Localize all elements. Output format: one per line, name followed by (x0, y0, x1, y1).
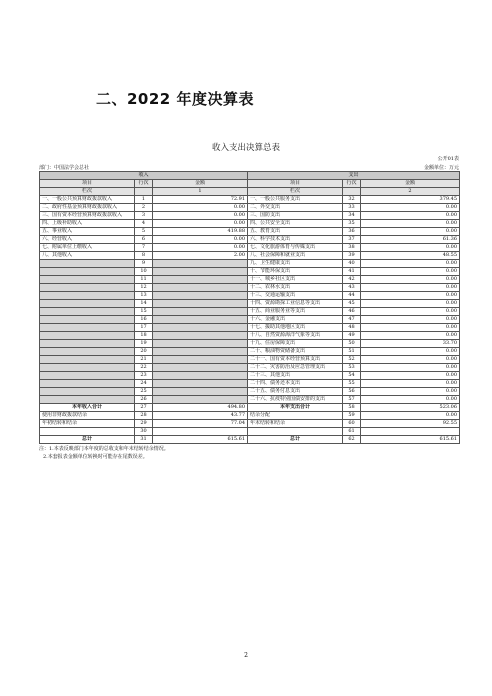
expense-line-no: 34 (343, 212, 361, 220)
income-line-no: 19 (135, 340, 153, 348)
expense-line-no: 53 (343, 364, 361, 372)
table-row (40, 380, 460, 388)
expense-item-label: 十九、住房保障支出 (248, 340, 343, 348)
income-line-no: 26 (135, 396, 153, 404)
expense-line-no: 47 (343, 316, 361, 324)
summary-left-amount: 43.77 (153, 412, 248, 420)
table-row (40, 396, 460, 404)
table-row (40, 196, 460, 204)
income-item-blank (40, 340, 135, 348)
expense-amount: 0.00 (361, 372, 460, 380)
income-line-no: 2 (135, 204, 153, 212)
income-amount: 0.00 (153, 212, 248, 220)
lanci-col2: 2 (361, 188, 460, 196)
table-row (40, 260, 460, 268)
col-header-amount: 金额 (361, 180, 460, 188)
expense-amount: 0.00 (361, 284, 460, 292)
table-row (40, 252, 460, 260)
income-item-blank (40, 292, 135, 300)
income-item-blank (40, 284, 135, 292)
expense-item-label: 二十五、债务付息支出 (248, 388, 343, 396)
income-item-blank (40, 268, 135, 276)
table-row (40, 284, 460, 292)
expense-item-label: 六、科学技术支出 (248, 236, 343, 244)
income-amount-blank (153, 284, 248, 292)
summary-left-amount: 494.80 (153, 404, 248, 412)
expense-line-no: 43 (343, 284, 361, 292)
notes (39, 446, 169, 461)
income-item-blank (40, 332, 135, 340)
expense-line-no: 55 (343, 380, 361, 388)
expense-item-label: 五、教育支出 (248, 228, 343, 236)
income-item-blank (40, 356, 135, 364)
income-line-no: 3 (135, 212, 153, 220)
income-amount: 72.91 (153, 196, 248, 204)
table-row (40, 332, 460, 340)
summary-right-amount: 523.06 (361, 404, 460, 412)
expense-amount: 0.00 (361, 356, 460, 364)
lanci-blank (135, 188, 153, 196)
income-amount: 419.88 (153, 228, 248, 236)
expense-amount: 0.00 (361, 276, 460, 284)
income-line-no: 8 (135, 252, 153, 260)
table-row (40, 364, 460, 372)
expense-item-label: 十、节能环保支出 (248, 268, 343, 276)
table-row (40, 220, 460, 228)
income-amount-blank (153, 260, 248, 268)
expense-amount: 0.00 (361, 332, 460, 340)
summary-left-label (40, 428, 135, 436)
summary-row (40, 420, 460, 428)
summary-right-label: 总计 (248, 436, 343, 444)
income-amount-blank (153, 348, 248, 356)
income-amount: 0.00 (153, 236, 248, 244)
expense-item-label: 三、国防支出 (248, 212, 343, 220)
table-row (40, 316, 460, 324)
expense-item-label: 二十一、国有资本经营预算支出 (248, 356, 343, 364)
expense-item-label: 十五、商业服务业等支出 (248, 308, 343, 316)
col-header-line: 行次 (135, 180, 153, 188)
expense-line-no: 48 (343, 324, 361, 332)
income-line-no: 21 (135, 356, 153, 364)
expense-line-no: 33 (343, 204, 361, 212)
table-row (40, 388, 460, 396)
expense-amount: 0.00 (361, 260, 460, 268)
income-line-no: 12 (135, 284, 153, 292)
expense-line-no: 42 (343, 276, 361, 284)
income-item-label: 七、附属单位上缴收入 (40, 244, 135, 252)
column-header-row (40, 180, 460, 188)
expense-item-label: 二、外交支出 (248, 204, 343, 212)
income-item-label: 二、政府性基金预算财政拨款收入 (40, 204, 135, 212)
summary-left-label: 本年收入合计 (40, 404, 135, 412)
summary-right-label: 年末结转和结余 (248, 420, 343, 428)
summary-row (40, 412, 460, 420)
summary-left-amount: 77.04 (153, 420, 248, 428)
table-row (40, 372, 460, 380)
col-header-item: 项目 (40, 180, 135, 188)
expense-line-no: 44 (343, 292, 361, 300)
income-amount-blank (153, 324, 248, 332)
income-line-no: 5 (135, 228, 153, 236)
income-item-label: 五、事业收入 (40, 228, 135, 236)
expense-amount: 0.00 (361, 316, 460, 324)
expense-line-no: 52 (343, 356, 361, 364)
expense-line-no: 39 (343, 252, 361, 260)
expense-line-no: 41 (343, 268, 361, 276)
income-item-blank (40, 364, 135, 372)
expense-line-no: 35 (343, 220, 361, 228)
summary-left-line: 31 (135, 436, 153, 444)
income-item-label: 一、一般公共预算财政拨款收入 (40, 196, 135, 204)
expense-item-label: 二十二、灾害防治及应急管理支出 (248, 364, 343, 372)
expense-amount: 0.00 (361, 388, 460, 396)
summary-right-amount: 0.00 (361, 412, 460, 420)
expense-item-label: 四、公共安全支出 (248, 220, 343, 228)
summary-left-amount: 615.61 (153, 436, 248, 444)
income-line-no: 15 (135, 308, 153, 316)
expense-line-no: 54 (343, 372, 361, 380)
income-amount: 2.00 (153, 252, 248, 260)
income-line-no: 18 (135, 332, 153, 340)
summary-left-line: 29 (135, 420, 153, 428)
income-amount-blank (153, 396, 248, 404)
page-title: 二、2022 年度决算表 (96, 90, 254, 108)
expense-item-label: 十二、农林水支出 (248, 284, 343, 292)
income-line-no: 17 (135, 324, 153, 332)
summary-right-line: 62 (343, 436, 361, 444)
income-item-blank (40, 324, 135, 332)
income-item-blank (40, 300, 135, 308)
lanci-label: 栏次 (40, 188, 135, 196)
summary-right-line: 61 (343, 428, 361, 436)
col-header-amount: 金额 (153, 180, 248, 188)
lanci-blank (343, 188, 361, 196)
summary-row (40, 436, 460, 444)
summary-left-amount (153, 428, 248, 436)
expense-item-label: 十八、自然资源海洋气象等支出 (248, 332, 343, 340)
income-item-blank (40, 396, 135, 404)
expense-amount: 0.00 (361, 220, 460, 228)
summary-right-amount: 92.55 (361, 420, 460, 428)
table-row (40, 340, 460, 348)
expense-item-label: 十三、交通运输支出 (248, 292, 343, 300)
table-row (40, 324, 460, 332)
income-line-no: 16 (135, 316, 153, 324)
budget-table (39, 171, 460, 444)
table-row (40, 348, 460, 356)
income-line-no: 6 (135, 236, 153, 244)
table-title: 收入支出决算总表 (211, 143, 280, 153)
summary-right-label: 结余分配 (248, 412, 343, 420)
income-item-blank (40, 380, 135, 388)
expense-item-label: 一、一般公共服务支出 (248, 196, 343, 204)
income-line-no: 11 (135, 276, 153, 284)
summary-right-amount (361, 428, 460, 436)
summary-right-label (248, 428, 343, 436)
income-amount: 0.00 (153, 220, 248, 228)
expense-line-no: 36 (343, 228, 361, 236)
income-amount: 0.00 (153, 204, 248, 212)
dept-label: 部门：中国法学会总社 (39, 165, 90, 171)
income-amount-blank (153, 276, 248, 284)
expense-amount: 0.00 (361, 228, 460, 236)
expense-line-no: 46 (343, 308, 361, 316)
table-row (40, 308, 460, 316)
income-item-blank (40, 388, 135, 396)
summary-right-line: 58 (343, 404, 361, 412)
expense-amount: 0.00 (361, 396, 460, 404)
table-row (40, 204, 460, 212)
summary-left-line: 28 (135, 412, 153, 420)
expense-item-label: 八、社会保障和就业支出 (248, 252, 343, 260)
income-item-label: 八、其他收入 (40, 252, 135, 260)
income-line-no: 25 (135, 388, 153, 396)
income-line-no: 22 (135, 364, 153, 372)
income-amount-blank (153, 388, 248, 396)
form-code: 公开01表 (437, 156, 459, 162)
income-amount: 0.00 (153, 244, 248, 252)
table-row (40, 212, 460, 220)
expense-line-no: 32 (343, 196, 361, 204)
income-line-no: 9 (135, 260, 153, 268)
expense-item-label: 十四、资源勘探工业信息等支出 (248, 300, 343, 308)
income-line-no: 14 (135, 300, 153, 308)
lanci-row (40, 188, 460, 196)
income-amount-blank (153, 300, 248, 308)
note-1: 注：1.本表反映部门本年度的总收支和年末结转结余情况。 (39, 446, 169, 452)
expense-amount: 0.00 (361, 348, 460, 356)
expense-line-no: 37 (343, 236, 361, 244)
income-amount-blank (153, 316, 248, 324)
expense-amount: 0.00 (361, 324, 460, 332)
expense-line-no: 38 (343, 244, 361, 252)
section-header-row (40, 172, 460, 180)
summary-right-amount: 615.61 (361, 436, 460, 444)
table-row (40, 300, 460, 308)
expense-amount: 33.70 (361, 340, 460, 348)
income-section-header: 收入 (40, 172, 248, 180)
expense-item-label: 二十、粮油物资储备支出 (248, 348, 343, 356)
expense-amount: 0.00 (361, 292, 460, 300)
expense-amount: 61.36 (361, 236, 460, 244)
income-line-no: 20 (135, 348, 153, 356)
income-amount-blank (153, 332, 248, 340)
income-line-no: 10 (135, 268, 153, 276)
income-line-no: 24 (135, 380, 153, 388)
table-meta (39, 164, 459, 171)
summary-row (40, 404, 460, 412)
income-item-blank (40, 372, 135, 380)
expense-line-no: 57 (343, 396, 361, 404)
expense-amount: 0.00 (361, 380, 460, 388)
income-item-blank (40, 348, 135, 356)
expense-line-no: 49 (343, 332, 361, 340)
income-amount-blank (153, 380, 248, 388)
income-amount-blank (153, 340, 248, 348)
expense-amount: 0.00 (361, 308, 460, 316)
table-row (40, 244, 460, 252)
table-row (40, 268, 460, 276)
expense-item-label: 七、文化旅游体育与传媒支出 (248, 244, 343, 252)
col-header-item: 项目 (248, 180, 343, 188)
income-amount-blank (153, 356, 248, 364)
income-amount-blank (153, 308, 248, 316)
expense-line-no: 50 (343, 340, 361, 348)
income-amount-blank (153, 372, 248, 380)
expense-item-label: 十一、城乡社区支出 (248, 276, 343, 284)
summary-left-label: 使用非财政拨款结余 (40, 412, 135, 420)
income-item-label: 四、上级补助收入 (40, 220, 135, 228)
table-row (40, 356, 460, 364)
expense-amount: 0.00 (361, 204, 460, 212)
income-line-no: 23 (135, 372, 153, 380)
expense-item-label: 二十六、抗疫特别国债安排的支出 (248, 396, 343, 404)
unit-label: 金额单位：万元 (423, 165, 459, 171)
income-item-label: 三、国有资本经营预算财政拨款收入 (40, 212, 135, 220)
income-item-blank (40, 316, 135, 324)
income-line-no: 4 (135, 220, 153, 228)
income-amount-blank (153, 292, 248, 300)
income-item-label: 六、经营收入 (40, 236, 135, 244)
col-header-line: 行次 (343, 180, 361, 188)
expense-amount: 0.00 (361, 364, 460, 372)
table-row (40, 228, 460, 236)
expense-item-label: 二十四、债务还本支出 (248, 380, 343, 388)
income-line-no: 13 (135, 292, 153, 300)
summary-right-line: 59 (343, 412, 361, 420)
expense-amount: 0.00 (361, 300, 460, 308)
summary-right-label: 本年支出合计 (248, 404, 343, 412)
income-item-blank (40, 308, 135, 316)
expense-item-label: 十六、金融支出 (248, 316, 343, 324)
expense-line-no: 40 (343, 260, 361, 268)
expense-line-no: 51 (343, 348, 361, 356)
expense-line-no: 45 (343, 300, 361, 308)
expense-amount: 0.00 (361, 244, 460, 252)
expense-amount: 48.55 (361, 252, 460, 260)
expense-item-label: 九、卫生健康支出 (248, 260, 343, 268)
income-line-no: 1 (135, 196, 153, 204)
table-row (40, 276, 460, 284)
note-2: 2.本套报表金额单位转换时可能存在尾数误差。 (43, 453, 148, 460)
lanci-col1: 1 (153, 188, 248, 196)
expense-amount: 0.00 (361, 268, 460, 276)
summary-right-line: 60 (343, 420, 361, 428)
income-amount-blank (153, 268, 248, 276)
income-item-blank (40, 260, 135, 268)
summary-left-line: 27 (135, 404, 153, 412)
expense-item-label: 十七、援助其他地区支出 (248, 324, 343, 332)
expense-amount: 0.00 (361, 212, 460, 220)
expense-amount: 379.45 (361, 196, 460, 204)
table-row (40, 292, 460, 300)
lanci-label: 栏次 (248, 188, 343, 196)
income-line-no: 7 (135, 244, 153, 252)
expense-line-no: 56 (343, 388, 361, 396)
table-row (40, 236, 460, 244)
income-item-blank (40, 276, 135, 284)
summary-row (40, 428, 460, 436)
expense-item-label: 二十三、其他支出 (248, 372, 343, 380)
expense-section-header: 支出 (248, 172, 460, 180)
summary-left-line: 30 (135, 428, 153, 436)
summary-left-label: 年初结转和结余 (40, 420, 135, 428)
income-amount-blank (153, 364, 248, 372)
page-number: 2 (244, 652, 248, 659)
summary-left-label: 总计 (40, 436, 135, 444)
